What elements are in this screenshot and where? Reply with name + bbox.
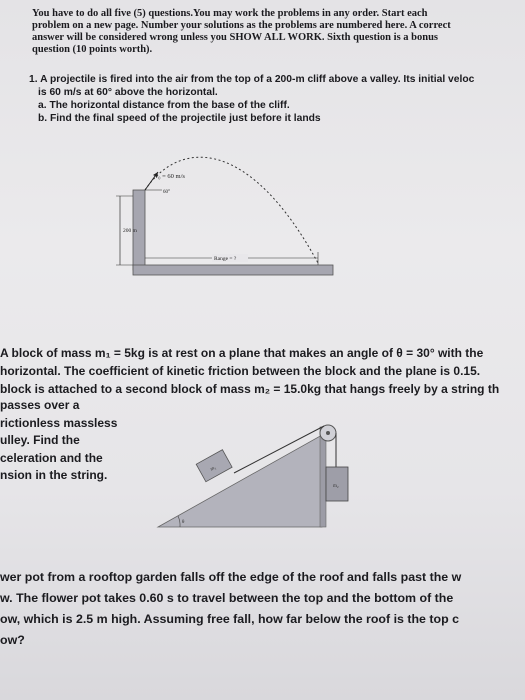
question-3-line: wer pot from a rooftop garden falls off the edge of the roof and falls past the w xyxy=(0,570,462,584)
question-2-line: ulley. Find the xyxy=(0,433,80,447)
incline-plane xyxy=(158,435,322,527)
height-label: 200 m xyxy=(123,228,137,234)
question-1-line2: is 60 m/s at 60° above the horizontal. xyxy=(38,87,218,98)
incline-figure xyxy=(150,405,370,535)
question-2-continued xyxy=(0,397,117,485)
question-1-part-a: a. The horizontal distance from the base of the cliff. xyxy=(38,100,290,111)
question-3-line: ow, which is 2.5 m high. Assuming free fall, how far below the roof is the top c xyxy=(0,612,459,626)
question-2-line: passes over a xyxy=(0,398,80,412)
question-2-line: rictionless massless xyxy=(0,415,118,430)
projectile-figure xyxy=(100,148,340,283)
m1-label: m₁ xyxy=(209,465,218,473)
question-2 xyxy=(0,344,499,398)
question-2-line: horizontal. The coefficient of kinetic friction between the block and the plane is 0.15. xyxy=(0,364,481,378)
instructions-line: answer will be considered wrong unless you SHOW ALL WORK. Sixth question is a bonus xyxy=(32,32,439,43)
velocity-label: v₀ = 60 m/s xyxy=(155,173,185,180)
instructions-line: problem on a new page. Number your solutions as the problems are numbered here. A correct xyxy=(32,20,451,31)
m2-label: m₂ xyxy=(333,484,339,489)
instructions xyxy=(32,8,512,56)
pulley-support xyxy=(320,427,326,527)
question-1-line1: A projectile is fired into the air from the top of a 200-m cliff above a valley. Its initial veloc xyxy=(40,74,475,85)
question-3-line: ow? xyxy=(0,633,25,647)
block-m1 xyxy=(196,450,232,482)
angle-label: 60° xyxy=(163,190,170,195)
question-1 xyxy=(29,73,474,125)
question-2-line: A block of mass m₁ = 5kg is at rest on a plane that makes an angle of θ = 30° with the xyxy=(0,346,484,360)
question-number: 1. xyxy=(29,74,38,85)
instructions-line: You have to do all five (5) questions.You may work the problems in any order. Start each xyxy=(32,8,428,19)
question-3-line: w. The flower pot takes 0.60 s to travel between the top and the bottom of the xyxy=(0,591,454,605)
question-2-line: celeration and the xyxy=(0,450,103,465)
question-2-line: block is attached to a second block of mass m₂ = 15.0kg that hangs freely by a string th xyxy=(0,382,500,396)
question-3 xyxy=(0,567,461,651)
question-2-line: nsion in the string. xyxy=(0,468,108,482)
range-label: Range = ? xyxy=(214,256,237,262)
question-1-part-b: b. Find the final speed of the projectile just before it lands xyxy=(38,113,321,124)
instructions-line: question (10 points worth). xyxy=(32,44,153,55)
theta-label: θ xyxy=(182,520,185,525)
ground xyxy=(133,265,333,275)
